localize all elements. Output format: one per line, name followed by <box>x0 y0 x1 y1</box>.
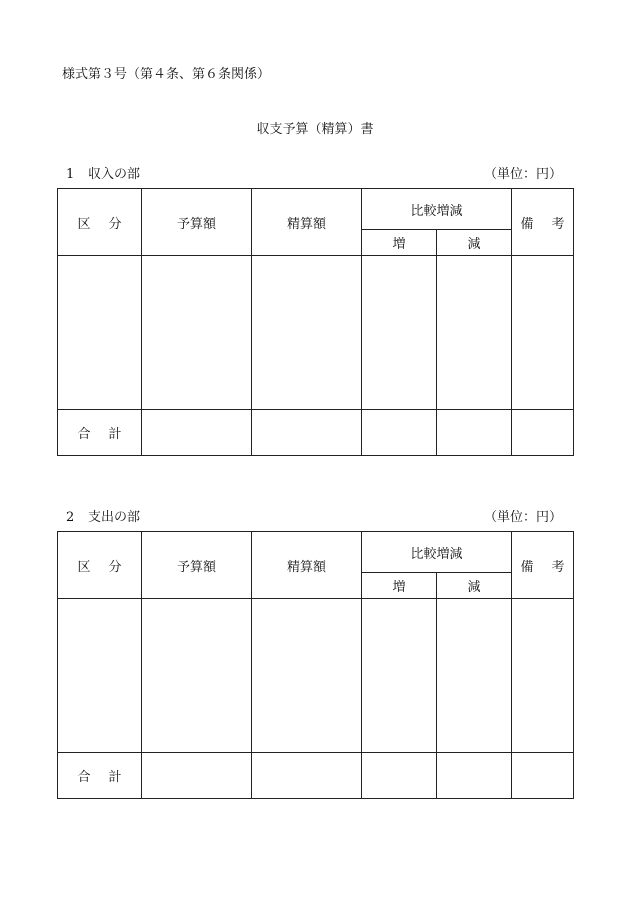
header-increase: 増 <box>362 230 437 256</box>
cell-category[interactable] <box>58 256 142 410</box>
total-label: 合 計 <box>58 410 142 456</box>
section-title: 収入の部 <box>88 167 141 182</box>
header-increase: 増 <box>362 573 437 599</box>
income-table <box>57 188 574 456</box>
total-row <box>58 410 574 456</box>
section-title: 支出の部 <box>88 510 141 525</box>
section-number: 1 <box>66 167 75 182</box>
total-remarks[interactable] <box>512 753 574 799</box>
table-row <box>58 599 574 753</box>
total-remarks[interactable] <box>512 410 574 456</box>
cell-settlement[interactable] <box>252 256 362 410</box>
total-increase[interactable] <box>362 753 437 799</box>
header-comparison: 比較増減 <box>362 532 512 573</box>
expenditure-table <box>57 531 574 799</box>
header-budget: 予算額 <box>142 189 252 256</box>
cell-decrease[interactable] <box>437 256 512 410</box>
cell-decrease[interactable] <box>437 599 512 753</box>
section-heading-expenditure <box>66 506 140 525</box>
header-category: 区 分 <box>58 532 142 599</box>
total-label: 合 計 <box>58 753 142 799</box>
header-decrease: 減 <box>437 573 512 599</box>
total-decrease[interactable] <box>437 753 512 799</box>
header-settlement: 精算額 <box>252 532 362 599</box>
section-heading-income <box>66 163 140 182</box>
unit-label-income: （単位：円） <box>483 167 562 182</box>
cell-budget[interactable] <box>142 599 252 753</box>
header-category: 区 分 <box>58 189 142 256</box>
form-number: 様式第３号（第４条、第６条関係） <box>62 67 271 82</box>
cell-remarks[interactable] <box>512 256 574 410</box>
cell-increase[interactable] <box>362 599 437 753</box>
total-settlement[interactable] <box>252 753 362 799</box>
cell-budget[interactable] <box>142 256 252 410</box>
section-number: 2 <box>66 510 75 525</box>
header-comparison: 比較増減 <box>362 189 512 230</box>
total-budget[interactable] <box>142 410 252 456</box>
total-increase[interactable] <box>362 410 437 456</box>
total-budget[interactable] <box>142 753 252 799</box>
unit-label-expenditure: （単位：円） <box>483 510 562 525</box>
cell-increase[interactable] <box>362 256 437 410</box>
total-decrease[interactable] <box>437 410 512 456</box>
document-title: 収支予算（精算）書 <box>256 122 374 137</box>
header-remarks: 備 考 <box>512 189 574 256</box>
cell-settlement[interactable] <box>252 599 362 753</box>
total-settlement[interactable] <box>252 410 362 456</box>
header-settlement: 精算額 <box>252 189 362 256</box>
cell-remarks[interactable] <box>512 599 574 753</box>
cell-category[interactable] <box>58 599 142 753</box>
total-row <box>58 753 574 799</box>
header-budget: 予算額 <box>142 532 252 599</box>
table-row <box>58 256 574 410</box>
header-remarks: 備 考 <box>512 532 574 599</box>
header-decrease: 減 <box>437 230 512 256</box>
